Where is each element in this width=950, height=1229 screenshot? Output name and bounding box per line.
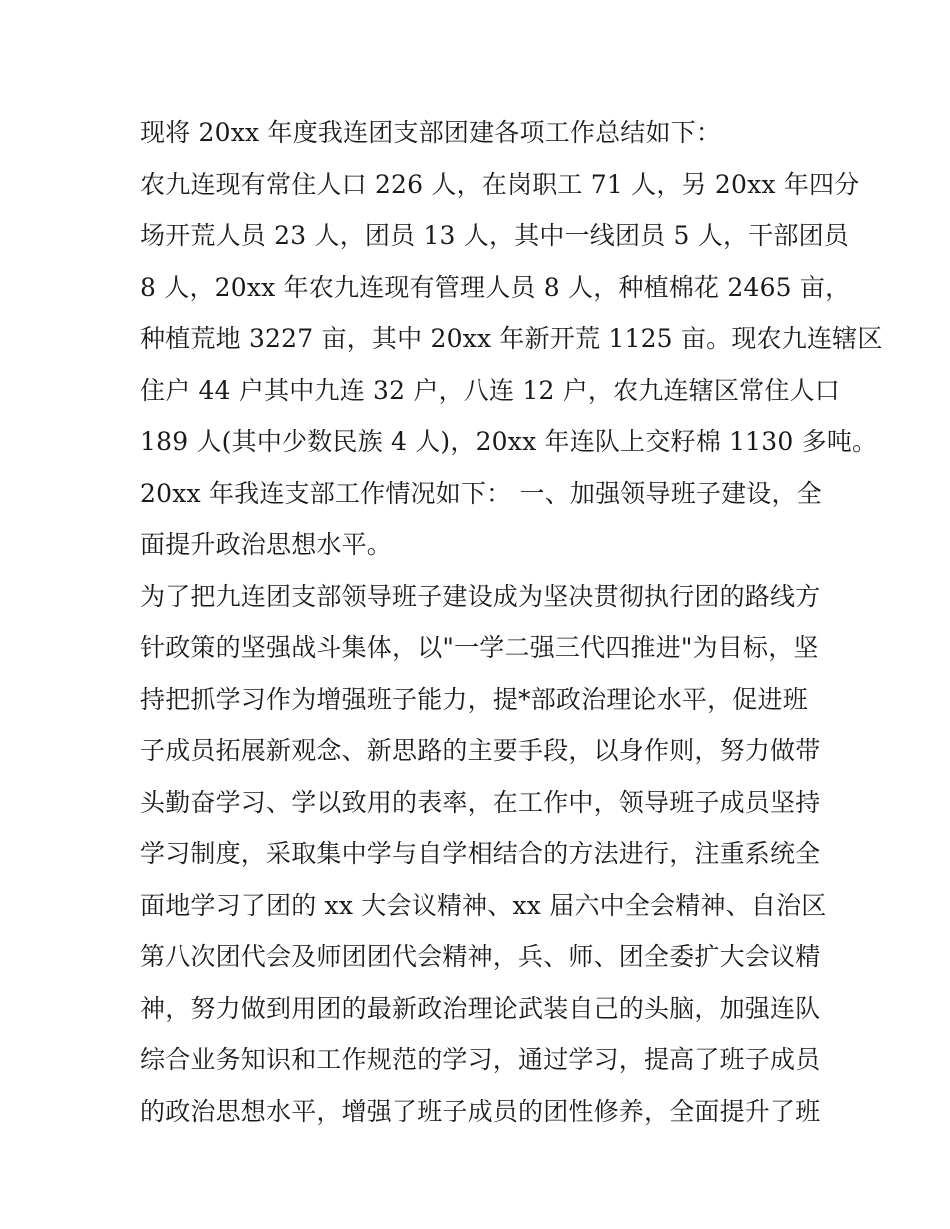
text-line: 20xx 年我连支部工作情况如下： 一、加强领导班子建设，全 (140, 478, 822, 508)
text-line: 种植荒地 3227 亩，其中 20xx 年新开荒 1125 亩。现农九连辖区 (140, 324, 883, 353)
text-line: 持把抓学习作为增强班子能力，提*部政治理论水平，促进班 (140, 684, 808, 714)
text-line: 子成员拓展新观念、新思路的主要手段，以身作则，努力做带 (140, 736, 821, 765)
text-line: 面地学习了团的 xx 大会议精神、xx 届六中全会精神、自治区 (140, 890, 827, 920)
text-line: 189 人(其中少数民族 4 人)，20xx 年连队上交籽棉 1130 多吨。 (140, 427, 878, 456)
text-line: 神，努力做到用团的最新政治理论武装自己的头脑，加强连队 (140, 993, 821, 1023)
text-line: 农九连现有常住人口 226 人，在岗职工 71 人，另 20xx 年四分 (140, 169, 860, 199)
text-line: 8 人，20xx 年农九连现有管理人员 8 人，种植棉花 2465 亩， (140, 272, 851, 302)
text-line: 住户 44 户其中九连 32 户，八连 12 户，农九连辖区常住人口 (140, 375, 840, 405)
document-body (140, 107, 883, 1137)
text-line: 的政治思想水平，增强了班子成员的团性修养，全面提升了班 (140, 1096, 821, 1126)
text-line: 现将 20xx 年度我连团支部团建各项工作总结如下： (140, 118, 722, 147)
text-line: 第八次团代会及师团团代会精神，兵、师、团全委扩大会议精 (140, 942, 821, 971)
text-line: 场开荒人员 23 人，团员 13 人，其中一线团员 5 人，干部团员 (140, 221, 850, 250)
text-line: 面提升政治思想水平。 (140, 530, 393, 559)
text-line: 为了把九连团支部领导班子建设成为坚决贯彻执行团的路线方 (140, 581, 821, 611)
text-line: 综合业务知识和工作规范的学习，通过学习，提高了班子成员 (140, 1045, 821, 1074)
text-line: 针政策的坚强战斗集体，以"一学二强三代四推进"为目标，坚 (140, 633, 819, 662)
text-line: 学习制度，采取集中学与自学相结合的方法进行，注重系统全 (140, 839, 821, 868)
text-line: 头勤奋学习、学以致用的表率，在工作中，领导班子成员坚持 (140, 787, 821, 817)
